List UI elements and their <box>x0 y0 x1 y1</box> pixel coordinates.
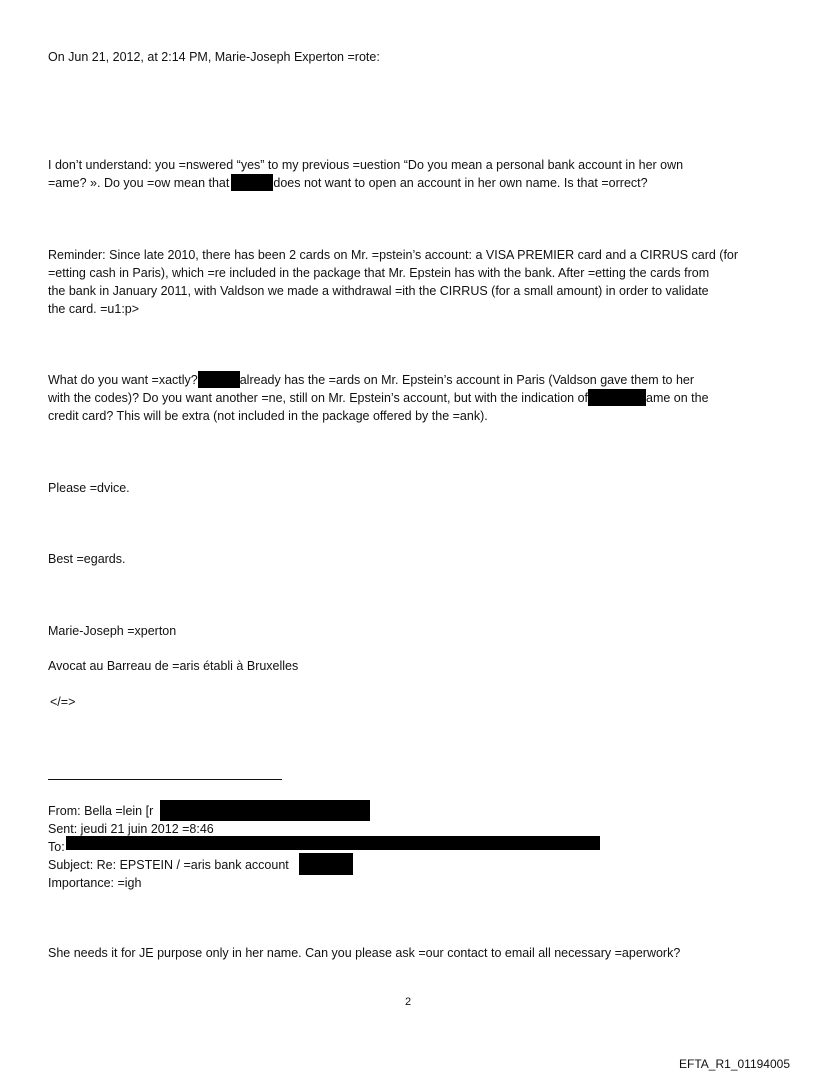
redaction-box <box>299 853 353 875</box>
separator-rule <box>48 779 282 780</box>
header-importance: Importance: =igh <box>48 876 142 890</box>
signature-tag: </=> <box>50 695 76 709</box>
bates-number: EFTA_R1_01194005 <box>679 1057 790 1071</box>
regards-line: Best =egards. <box>48 552 126 566</box>
redaction-box <box>160 800 370 821</box>
redaction-box <box>588 389 646 406</box>
header-sent: Sent: jeudi 21 juin 2012 =8:46 <box>48 822 214 836</box>
para1-line1: I don’t understand: you =nswered “yes” to my previous =uestion “Do you mean a personal bank account in her own <box>48 158 684 172</box>
para2-line3: the bank in January 2011, with Valdson we made a withdrawal =ith the CIRRUS (for a small amount) in order to validate <box>48 284 709 298</box>
redaction-box <box>231 174 273 191</box>
para3-line3: credit card? This will be extra (not included in the package offered by the =ank). <box>48 409 488 423</box>
page-number: 2 <box>404 996 412 1008</box>
redaction-box <box>66 836 600 850</box>
para1-line2-end: does not want to open an account in her own name. Is that =orrect? <box>273 176 648 190</box>
para2-line4: the card. =u1:p> <box>48 302 140 316</box>
para1-line2-start: =ame? ». Do you =ow mean that <box>48 176 230 190</box>
header-to: To: <box>48 840 65 854</box>
para3-line2-end: ame on the <box>646 391 709 405</box>
signature-title: Avocat au Barreau de =aris établi à Bruxelles <box>48 659 299 673</box>
signature-name: Marie-Joseph =xperton <box>48 624 177 638</box>
para2-line2: =etting cash in Paris), which =re included in the package that Mr. Epstein has with the bank. After =etting the cards from <box>48 266 710 280</box>
para3-line1-start: What do you want =xactly? <box>48 373 198 387</box>
para2-line1: Reminder: Since late 2010, there has been 2 cards on Mr. =pstein’s account: a VISA PREMIER card and a CIRRUS card (for <box>48 248 739 262</box>
header-from: From: Bella =lein [r <box>48 804 154 818</box>
body-final: She needs it for JE purpose only in her name. Can you please ask =our contact to email all necessary =aperwork? <box>48 946 681 960</box>
email-quote-header: On Jun 21, 2012, at 2:14 PM, Marie-Joseph Experton =rote: <box>48 50 380 64</box>
redaction-box <box>198 371 240 388</box>
para3-line2-start: with the codes)? Do you want another =ne, still on Mr. Epstein’s account, but with the indication of <box>48 391 589 405</box>
header-subject: Subject: Re: EPSTEIN / =aris bank account <box>48 858 289 872</box>
para3-line2 <box>48 389 709 407</box>
para1-line2 <box>48 174 648 192</box>
para3-line1 <box>48 371 694 389</box>
advice-line: Please =dvice. <box>48 481 130 495</box>
para3-line1-end: already has the =ards on Mr. Epstein’s account in Paris (Valdson gave them to her <box>239 373 695 387</box>
